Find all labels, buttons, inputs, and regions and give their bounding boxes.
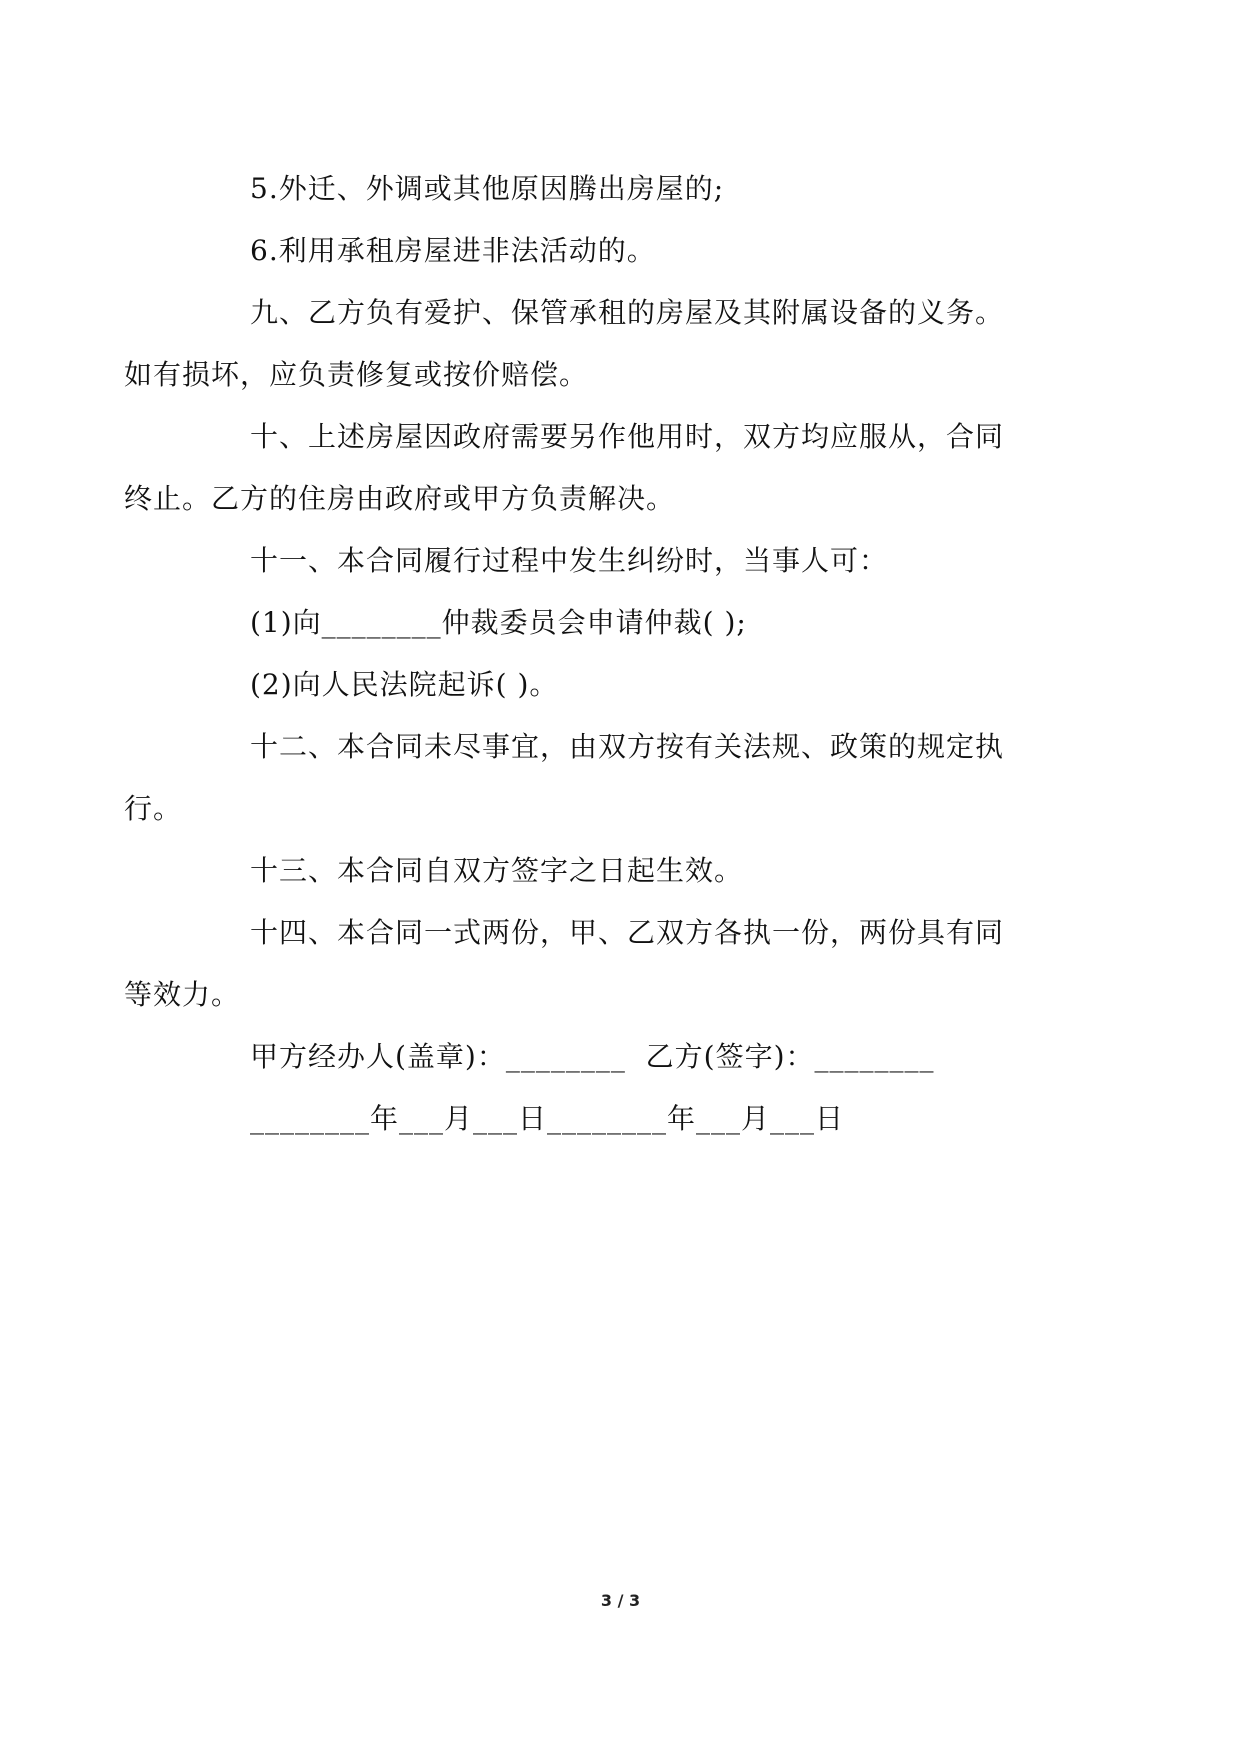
text-line: 十一、本合同履行过程中发生纠纷时，当事人可： xyxy=(250,544,889,577)
text-line: 5.外迁、外调或其他原因腾出房屋的; xyxy=(250,172,725,205)
text-line: 十二、本合同未尽事宜，由双方按有关法规、政策的规定执 xyxy=(250,730,1005,763)
text-line-continued: 等效力。 xyxy=(124,978,241,1011)
page-number: 3 / 3 xyxy=(600,1591,641,1610)
text-line-continued: 终止。乙方的住房由政府或甲方负责解决。 xyxy=(124,482,676,515)
clause-11 xyxy=(187,530,1057,592)
clause-6 xyxy=(187,220,1057,282)
document-body xyxy=(124,158,1057,1150)
text-line: 十四、本合同一式两份，甲、乙双方各执一份，两份具有同 xyxy=(250,916,1005,949)
clause-12 xyxy=(124,716,1057,840)
text-line: (2)向人民法院起诉( )。 xyxy=(250,668,559,701)
text-line: (1)向________仲裁委员会申请仲裁( ); xyxy=(250,606,747,639)
text-line-continued: 行。 xyxy=(124,792,183,825)
text-line: 十三、本合同自双方签字之日起生效。 xyxy=(250,854,744,887)
text-line: 6.利用承租房屋进非法活动的。 xyxy=(250,234,656,267)
signature-line: 甲方经办人(盖章)：________ 乙方(签字)：________ xyxy=(250,1040,935,1073)
clause-5 xyxy=(187,158,1057,220)
clause-11-option-2 xyxy=(187,654,1057,716)
clause-14 xyxy=(124,902,1057,1026)
text-line: 十、上述房屋因政府需要另作他用时，双方均应服从，合同 xyxy=(250,420,1005,453)
date-line: ________年___月___日________年___月___日 xyxy=(250,1102,845,1135)
text-line: 九、乙方负有爱护、保管承租的房屋及其附属设备的义务。 xyxy=(250,296,1005,329)
text-line-continued: 如有损坏，应负责修复或按价赔偿。 xyxy=(124,358,589,391)
clause-13 xyxy=(187,840,1057,902)
clause-11-option-1 xyxy=(187,592,1057,654)
clause-9 xyxy=(124,282,1057,406)
clause-10 xyxy=(124,406,1057,530)
